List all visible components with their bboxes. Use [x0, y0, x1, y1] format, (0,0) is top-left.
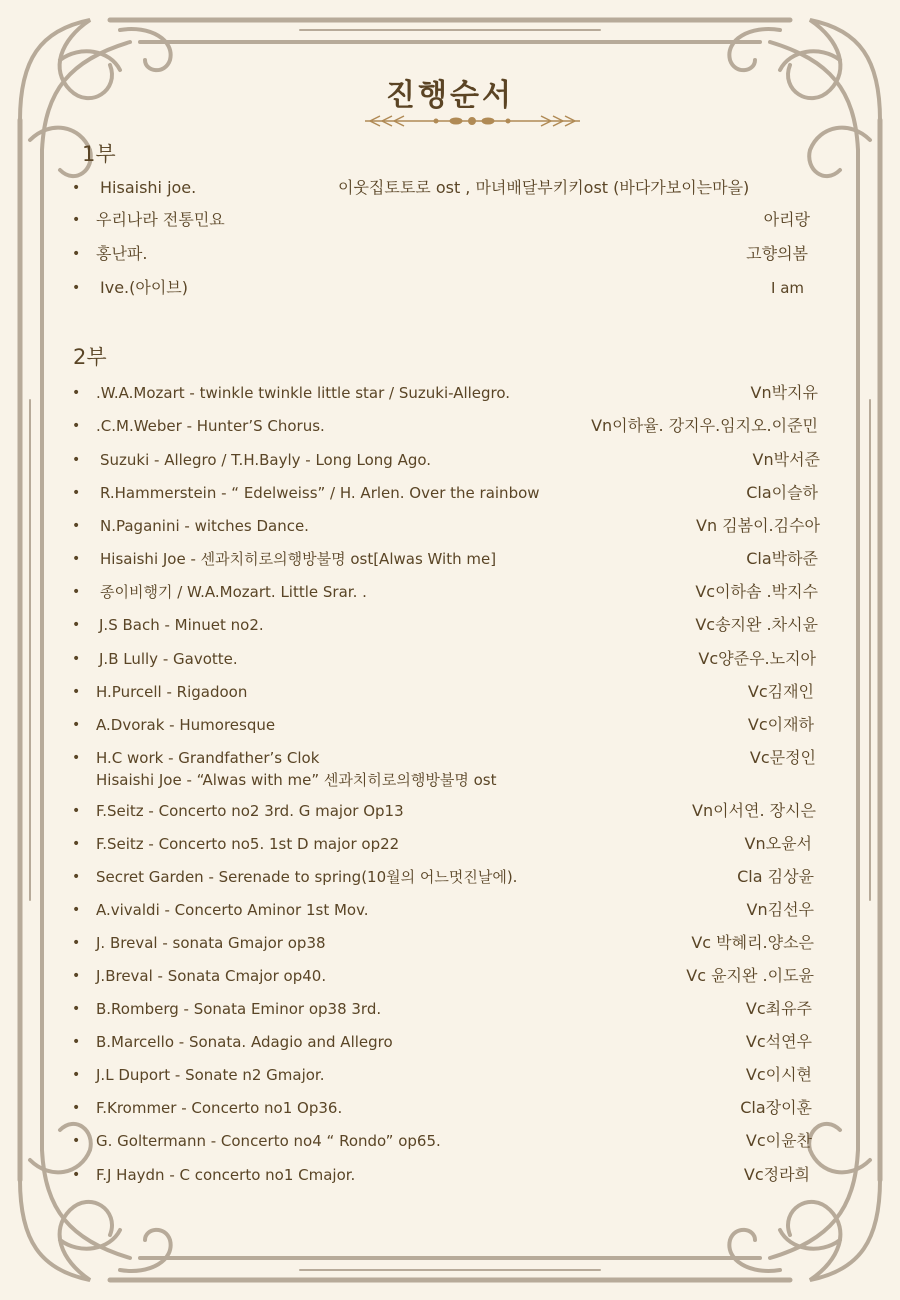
performer: Vc양준우.노지아 — [698, 649, 816, 668]
piece-title: Hisaishi Joe - 센과치히로의행방불명 ost[Alwas With me] — [100, 550, 497, 568]
performer: Vc송지완 .차시윤 — [695, 615, 818, 634]
bullet-icon: • — [72, 246, 81, 262]
bullet-icon: • — [72, 1133, 81, 1149]
piece-title: J.L Duport - Sonate n2 Gmajor. — [96, 1066, 325, 1084]
page-title: 진행순서 — [386, 78, 514, 113]
bullet-icon: • — [72, 385, 81, 401]
performer: Cla박하준 — [746, 549, 818, 568]
performer: Vc이윤찬 — [745, 1131, 812, 1150]
performer: Vn 김봄이.김수아 — [696, 516, 820, 535]
part2-heading: 2부 — [73, 345, 107, 369]
performer: Cla이슬하 — [746, 483, 818, 502]
performer: Vn김선우 — [746, 900, 814, 919]
piece-title: Hisaishi joe. — [100, 178, 197, 197]
piece-title: 홍난파. — [96, 244, 148, 263]
bullet-icon: • — [72, 485, 81, 501]
piece-title: A.Dvorak - Humoresque — [96, 716, 276, 734]
bullet-icon: • — [72, 869, 81, 885]
performer: Vn박지유 — [750, 383, 818, 402]
bullet-icon: • — [72, 935, 81, 951]
piece-title: 우리나라 전통민요 — [96, 210, 225, 229]
piece-title: A.vivaldi - Concerto Aminor 1st Mov. — [96, 901, 369, 919]
piece-title: F.J Haydn - C concerto no1 Cmajor. — [96, 1166, 356, 1184]
bullet-icon: • — [72, 584, 81, 600]
bullet-icon: • — [72, 452, 81, 468]
piece-title: F.Seitz - Concerto no2 3rd. G major Op13 — [96, 802, 404, 820]
piece-title: N.Paganini - witches Dance. — [100, 517, 309, 535]
piece-title: Secret Garden - Serenade to spring(10월의 어느멋진날에). — [96, 868, 518, 886]
piece-title: F.Seitz - Concerto no5. 1st D major op22 — [96, 835, 400, 853]
piece-title-line2: Hisaishi Joe - “Alwas with me” 센과치히로의행방불명 ost — [96, 771, 497, 789]
performer: Vc 윤지완 .이도윤 — [686, 966, 814, 985]
bullet-icon: • — [72, 617, 81, 633]
performer: Vn오윤서 — [744, 834, 812, 853]
piece-title: G. Goltermann - Concerto no4 “ Rondo” op65. — [96, 1132, 441, 1150]
piece-title: H.Purcell - Rigadoon — [96, 683, 248, 701]
performer: Vc이재하 — [747, 715, 814, 734]
performer: Vn박서준 — [752, 450, 820, 469]
piece-title: J.Breval - Sonata Cmajor op40. — [96, 967, 327, 985]
piece-title: Ive.(아이브) — [100, 278, 188, 297]
piece-title: H.C work - Grandfather’s Clok — [96, 749, 320, 767]
bullet-icon: • — [72, 1167, 81, 1183]
bullet-icon: • — [72, 968, 81, 984]
performer: Vc최유주 — [745, 999, 812, 1018]
bullet-icon: • — [72, 551, 81, 567]
performer: Vc문정인 — [749, 748, 816, 767]
piece-title: .W.A.Mozart - twinkle twinkle little star / Suzuki-Allegro. — [96, 384, 511, 402]
bullet-icon: • — [72, 518, 81, 534]
piece-detail: 아리랑 — [763, 210, 810, 229]
bullet-icon: • — [72, 836, 81, 852]
performer: Vn이하율. 강지우.임지오.이준민 — [591, 416, 818, 435]
piece-detail: 고향의봄 — [746, 244, 808, 263]
piece-title: B.Marcello - Sonata. Adagio and Allegro — [96, 1033, 393, 1051]
piece-title: J.S Bach - Minuet no2. — [99, 616, 264, 634]
performer: Vn이서연. 장시은 — [692, 801, 816, 820]
bullet-icon: • — [72, 1100, 81, 1116]
bullet-icon: • — [72, 212, 81, 228]
performer: Cla장이훈 — [740, 1098, 812, 1117]
bullet-icon: • — [72, 717, 81, 733]
bullet-icon: • — [72, 750, 81, 766]
bullet-icon: • — [72, 1067, 81, 1083]
bullet-icon: • — [72, 1001, 81, 1017]
performer: Vc이시현 — [745, 1065, 812, 1084]
bullet-icon: • — [72, 1034, 81, 1050]
bullet-icon: • — [72, 180, 81, 196]
performer: Vc김재인 — [747, 682, 814, 701]
piece-title: F.Krommer - Concerto no1 Op36. — [96, 1099, 343, 1117]
part1-heading: 1부 — [82, 142, 116, 166]
bullet-icon: • — [72, 803, 81, 819]
piece-title: .C.M.Weber - Hunter’S Chorus. — [96, 417, 325, 435]
piece-title: B.Romberg - Sonata Eminor op38 3rd. — [96, 1000, 382, 1018]
piece-title: 종이비행기 / W.A.Mozart. Little Srar. . — [100, 583, 367, 601]
piece-detail: 이웃집토토로 ost , 마녀배달부키키ost (바다가보이는마을) — [338, 178, 750, 197]
piece-detail: I am — [771, 279, 804, 297]
piece-title: J.B Lully - Gavotte. — [99, 650, 238, 668]
bullet-icon: • — [72, 902, 81, 918]
performer: Cla 김상윤 — [737, 867, 814, 886]
bullet-icon: • — [72, 651, 81, 667]
piece-title: J. Breval - sonata Gmajor op38 — [96, 934, 326, 952]
performer: Vc석연우 — [745, 1032, 812, 1051]
piece-title: Suzuki - Allegro / T.H.Bayly - Long Long Ago. — [100, 451, 432, 469]
piece-title: R.Hammerstein - “ Edelweiss” / H. Arlen. Over the rainbow — [100, 484, 540, 502]
performer: Vc 박혜리.양소은 — [691, 933, 814, 952]
performer: Vc이하솜 .박지수 — [695, 582, 818, 601]
bullet-icon: • — [72, 418, 81, 434]
title-ornament-icon — [360, 111, 585, 131]
performer: Vc정라희 — [743, 1165, 810, 1184]
bullet-icon: • — [72, 684, 81, 700]
bullet-icon: • — [72, 280, 81, 296]
